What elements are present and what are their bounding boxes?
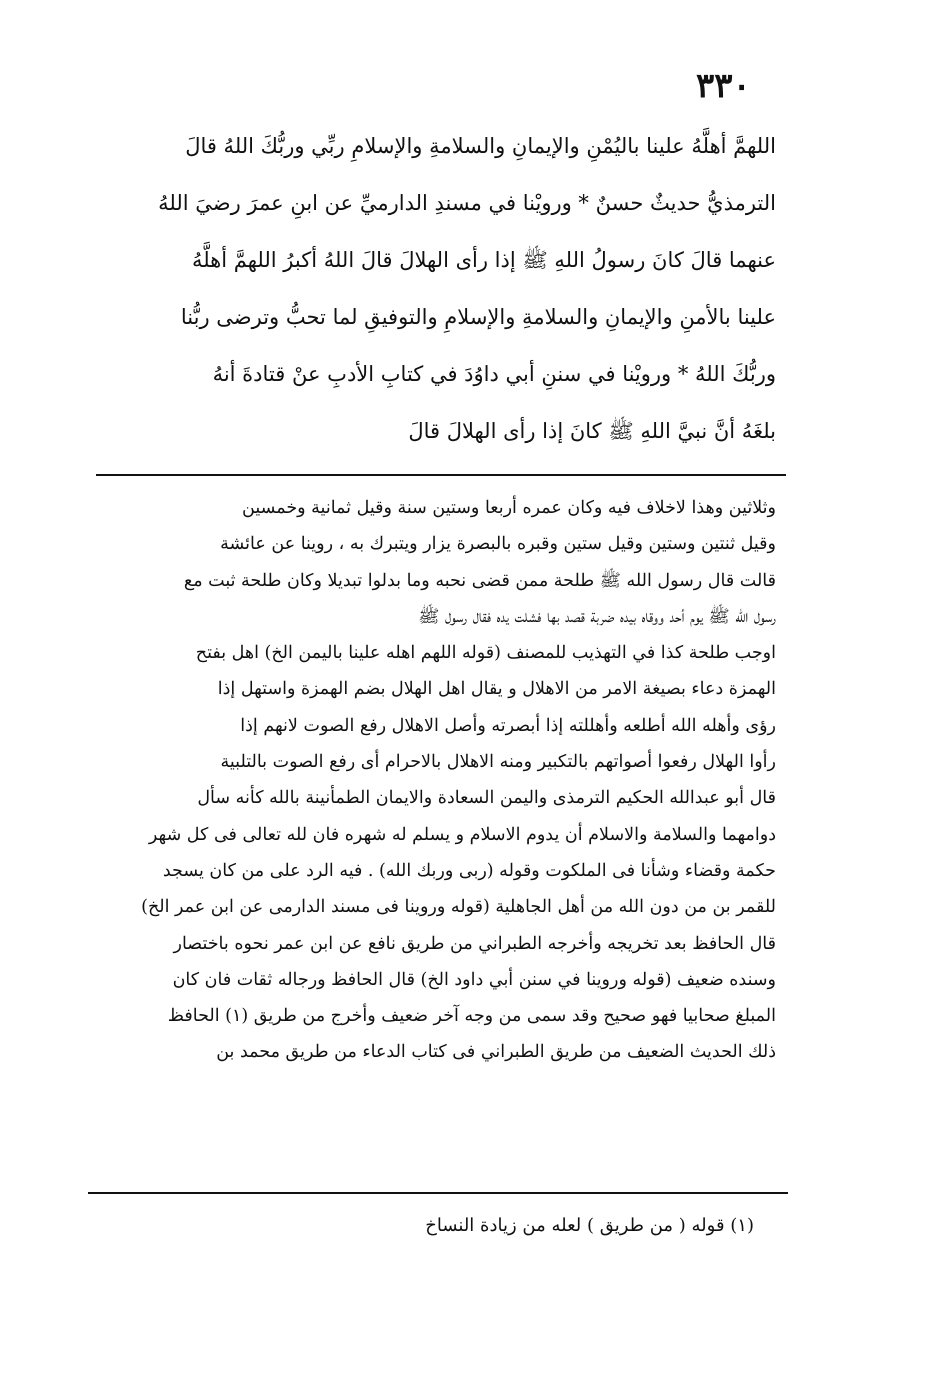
commentary-line: وثلاثين وهذا لاخلاف فيه وكان عمره أربعا وستين سنة وقيل ثمانية وخمسين	[242, 498, 776, 518]
commentary-line: رسول الله ﷺ يوم أحد ووقاه بيده ضربة قصد بها فشلت يده فقال رسول ﷺ	[418, 606, 776, 627]
commentary-line: دوامهما والسلامة والاسلام أن يدوم الاسلام و يسلم له شهره فان لله تعالى فى كل شهر	[148, 824, 776, 845]
main-text	[112, 118, 776, 460]
commentary-line: الهمزة دعاء بصيغة الامر من الاهلال و يقال اهل الهلال بضم الهمزة واستهل إذا	[217, 679, 776, 700]
main-text-line: علينا بالأمنِ والإيمانِ والسلامةِ والإسلامِ والتوفيقِ لما تحبُّ وترضى ربُّنا	[180, 305, 776, 329]
commentary-line: وقيل ثنتين وستين وقيل ستين وقبره بالبصرة يزار ويتبرك به ، روينا عن عائشة	[220, 534, 776, 555]
commentary-line: قال أبو عبدالله الحكيم الترمذى واليمن السعادة والايمان الطمأنينة بالله كأنه سأل	[197, 788, 776, 809]
commentary-line: حكمة وقضاء وشأنا فى الملكوت وقوله (ربى وربك الله) . فيه الرد على من كان يسجد	[162, 860, 776, 881]
commentary-line: اوجب طلحة كذا في التهذيب للمصنف (قوله اللهم اهله علينا باليمن الخ) اهل بفتح	[195, 643, 776, 664]
main-text-line: عنهما قالَ كانَ رسولُ اللهِ ﷺ إذا رأى الهلالَ قالَ اللهُ أكبرُ اللهمَّ أهلَّهُ	[191, 248, 776, 272]
commentary-line: رؤى وأهله الله أطلعه وأهللته إذا أبصرته وأصل الاهلال رفع الصوت لانهم إذا	[240, 715, 776, 736]
commentary-line: قالت قال رسول الله ﷺ طلحة ممن قضى نحبه وما بدلوا تبديلا وكان طلحة ثبت مع	[183, 570, 776, 591]
main-text-line: بلغَهُ أنَّ نبيَّ اللهِ ﷺ كانَ إذا رأى الهلالَ قالَ	[408, 419, 776, 443]
commentary-line: قال الحافظ بعد تخريجه وأخرجه الطبراني من طريق نافع عن ابن عمر نحوه باختصار	[173, 933, 776, 954]
page-number: ٣٣٠	[696, 66, 751, 106]
main-text-line: اللهمَّ أهلَّهُ علينا باليُمْنِ والإيمانِ والسلامةِ والإسلامِ ربِّي وربُّكَ اللهُ قالَ	[185, 134, 776, 158]
main-text-line: الترمذيُّ حديثٌ حسنٌ * ورويْنا في مسندِ الدارميِّ عن ابنِ عمرَ رضيَ اللهُ	[158, 191, 776, 215]
main-text-line: وربُّكَ اللهُ * ورويْنا في سننِ أبي داوُدَ في كتابِ الأدبِ عنْ قتادةَ أنهُ	[212, 362, 776, 386]
commentary-line: وسنده ضعيف (قوله وروينا في سنن أبي داود الخ) قال الحافظ ورجاله ثقات فان كان	[172, 969, 776, 990]
commentary-line: للقمر بن من دون الله من أهل الجاهلية (قوله وروينا فى مسند الدارمى عن ابن عمر الخ)	[141, 897, 776, 918]
footnote: (١) قوله ( من طريق ) لعله من زيادة النساخ	[425, 1215, 754, 1236]
main-text-divider	[96, 474, 786, 476]
commentary	[96, 490, 776, 1071]
commentary-line: ذلك الحديث الضعيف من طريق الطبراني فى كتاب الدعاء من طريق محمد بن	[216, 1042, 776, 1063]
commentary-line: المبلغ صحابيا فهو صحيح وقد سمى من وجه آخر ضعيف وأخرج من طريق (١) الحافظ	[167, 1006, 776, 1027]
commentary-line: رأوا الهلال رفعوا أصواتهم بالتكبير ومنه الاهلال بالاحرام أى رفع الصوت بالتلبية	[220, 752, 776, 773]
footnote-divider	[88, 1192, 788, 1194]
